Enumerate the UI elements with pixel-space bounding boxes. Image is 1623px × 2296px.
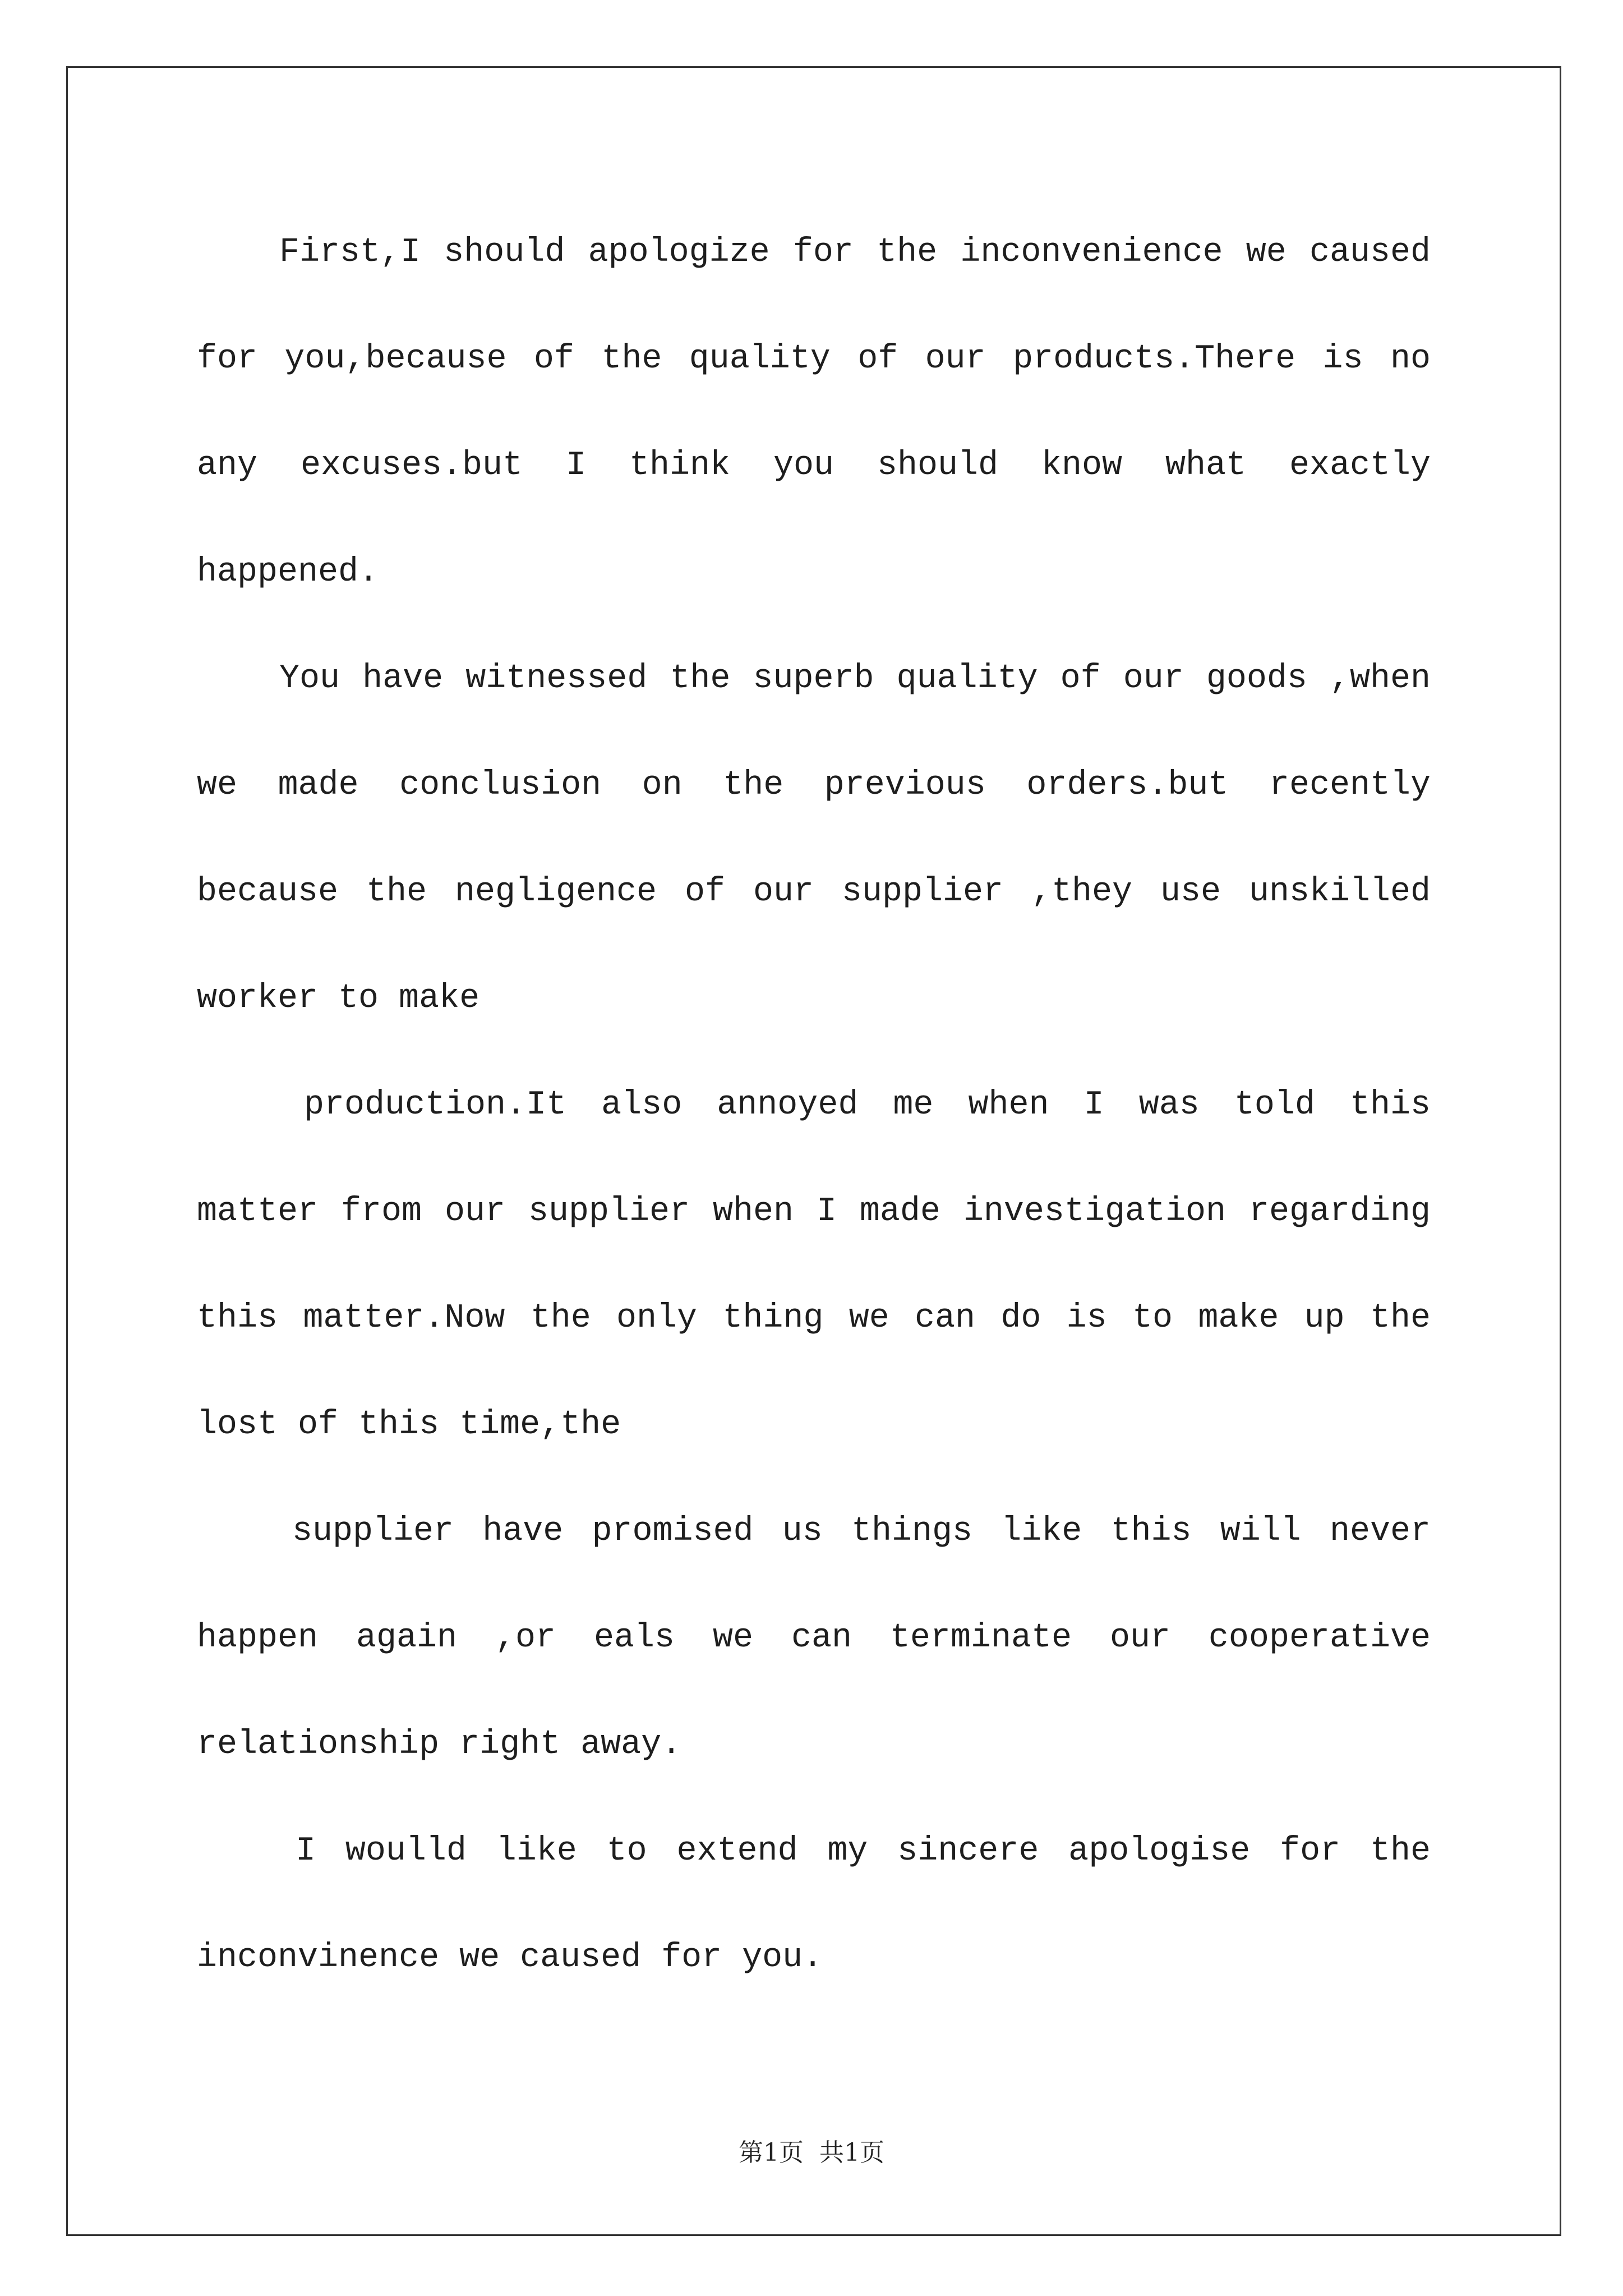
paragraph [197, 625, 1431, 1052]
text-line: You have witnessed the superb quality of our goods ,when [279, 660, 1431, 698]
text-line: matter from our supplier when I made investigation regarding [197, 1193, 1431, 1231]
text-line: worker to make [197, 979, 480, 1018]
text-line: because the negligence of our supplier ,they use unskilled [197, 873, 1431, 911]
text-line: supplier have promised us things like this will never [292, 1512, 1431, 1550]
text-line: we made conclusion on the previous orders.but recently [197, 766, 1431, 804]
text-line: production.It also annoyed me when I was told this [304, 1086, 1431, 1124]
text-line: for you,because of the quality of our products.There is no [197, 340, 1431, 378]
text-line: First,I should apologize for the inconvenience we caused [279, 233, 1431, 272]
paragraph [197, 1478, 1431, 1798]
text-line: any excuses.but I think you should know what exactly [197, 447, 1431, 485]
text-line: relationship right away. [197, 1726, 682, 1764]
paragraph [197, 1798, 1431, 2011]
paragraph [197, 199, 1431, 625]
text-line: this matter.Now the only thing we can do is to make up the [197, 1299, 1431, 1337]
text-line: inconvinence we caused for you. [197, 1939, 823, 1977]
text-line: I woulld like to extend my sincere apologise for the [296, 1832, 1431, 1870]
text-line: lost of this time,the [197, 1406, 621, 1444]
text-line: happened. [197, 553, 379, 591]
paragraph [197, 1052, 1431, 1478]
document-body [197, 199, 1431, 2011]
text-line: happen again ,or eals we can terminate our cooperative [197, 1619, 1431, 1657]
page-number-footer: 第1页 共1页 [739, 2138, 884, 2167]
